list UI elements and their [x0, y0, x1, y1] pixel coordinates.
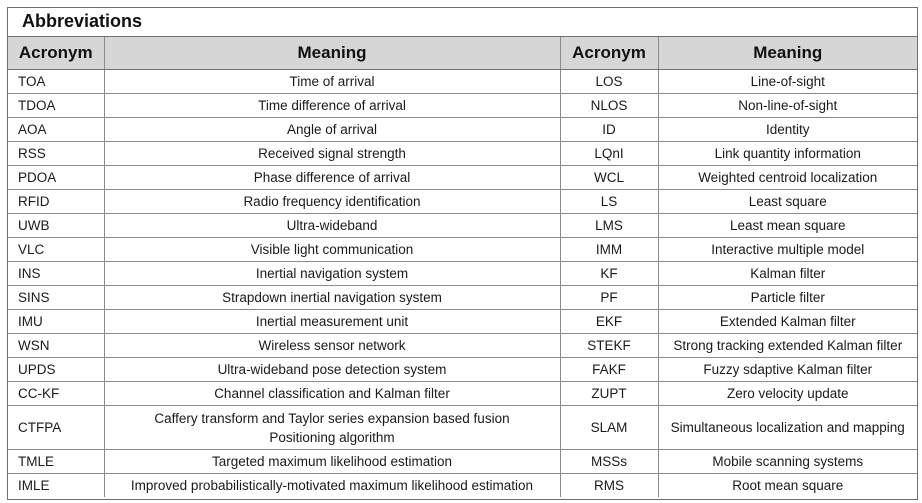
- table-row: [8, 166, 917, 190]
- header-acronym-1: Acronym: [8, 37, 104, 70]
- table-row: [8, 190, 917, 214]
- meaning-cell: Link quantity information: [658, 142, 917, 166]
- acronym-cell: RMS: [560, 474, 658, 498]
- meaning-cell: Strong tracking extended Kalman filter: [658, 334, 917, 358]
- meaning-cell: Least mean square: [658, 214, 917, 238]
- table-row: [8, 214, 917, 238]
- meaning-cell: Inertial measurement unit: [104, 310, 560, 334]
- table-row: [8, 262, 917, 286]
- acronym-cell: MSSs: [560, 450, 658, 474]
- acronym-cell: INS: [8, 262, 104, 286]
- meaning-cell: Kalman filter: [658, 262, 917, 286]
- acronym-cell: WCL: [560, 166, 658, 190]
- meaning-cell: Particle filter: [658, 286, 917, 310]
- acronym-cell: TDOA: [8, 94, 104, 118]
- table-row: [8, 450, 917, 474]
- meaning-cell: Visible light communication: [104, 238, 560, 262]
- meaning-cell: Inertial navigation system: [104, 262, 560, 286]
- meaning-cell: Line-of-sight: [658, 70, 917, 94]
- acronym-cell: UPDS: [8, 358, 104, 382]
- acronym-cell: IMU: [8, 310, 104, 334]
- acronym-cell: KF: [560, 262, 658, 286]
- meaning-cell: Zero velocity update: [658, 382, 917, 406]
- table-row: [8, 238, 917, 262]
- meaning-cell: Improved probabilistically-motivated maximum likelihood estimation: [104, 474, 560, 498]
- meaning-cell: Ultra-wideband: [104, 214, 560, 238]
- acronym-cell: FAKF: [560, 358, 658, 382]
- meaning-cell: Time of arrival: [104, 70, 560, 94]
- table-row: [8, 310, 917, 334]
- meaning-cell: Ultra-wideband pose detection system: [104, 358, 560, 382]
- acronym-cell: IMLE: [18, 478, 50, 493]
- meaning-cell: [104, 406, 560, 450]
- table-row: [8, 286, 917, 310]
- acronym-cell: LMS: [560, 214, 658, 238]
- meaning-cell: Interactive multiple model: [658, 238, 917, 262]
- table-row: [8, 474, 917, 498]
- meaning-line: Caffery transform and Taylor series expansion based fusion: [154, 410, 510, 426]
- acronym-cell: PF: [560, 286, 658, 310]
- meaning-cell: Radio frequency identification: [104, 190, 560, 214]
- acronym-cell: SLAM: [560, 406, 658, 450]
- table-row: [8, 334, 917, 358]
- meaning-cell: Root mean square: [658, 474, 917, 498]
- header-meaning-2: Meaning: [658, 37, 917, 70]
- table-row: [8, 70, 917, 94]
- table-body: [8, 70, 917, 498]
- acronym-cell: PDOA: [8, 166, 104, 190]
- meaning-cell: Phase difference of arrival: [104, 166, 560, 190]
- acronym-cell: CTFPA: [8, 406, 104, 450]
- acronym-cell: VLC: [8, 238, 104, 262]
- meaning-cell: Strapdown inertial navigation system: [104, 286, 560, 310]
- acronym-cell: NLOS: [560, 94, 658, 118]
- acronym-cell: TOA: [8, 70, 104, 94]
- acronym-cell: LOS: [560, 70, 658, 94]
- meaning-line: Positioning algorithm: [269, 429, 395, 445]
- meaning-cell: Angle of arrival: [104, 118, 560, 142]
- meaning-cell: Extended Kalman filter: [658, 310, 917, 334]
- meaning-cell: Non-line-of-sight: [658, 94, 917, 118]
- table-row: [8, 358, 917, 382]
- abbreviations-table: [8, 37, 917, 497]
- table-row: [8, 142, 917, 166]
- header-row: [8, 37, 917, 70]
- acronym-cell: SINS: [8, 286, 104, 310]
- acronym-cell: ZUPT: [560, 382, 658, 406]
- acronym-cell: RFID: [8, 190, 104, 214]
- table-row: [8, 382, 917, 406]
- meaning-cell: Least square: [658, 190, 917, 214]
- meaning-cell: Received signal strength: [104, 142, 560, 166]
- acronym-cell: ID: [560, 118, 658, 142]
- acronym-cell: LS: [560, 190, 658, 214]
- acronym-cell: AOA: [8, 118, 104, 142]
- acronym-cell: EKF: [560, 310, 658, 334]
- acronym-cell: RSS: [8, 142, 104, 166]
- abbreviations-table-frame: [7, 7, 918, 500]
- meaning-cell: Simultaneous localization and mapping: [658, 406, 917, 450]
- table-row: [8, 94, 917, 118]
- meaning-cell: Wireless sensor network: [104, 334, 560, 358]
- table-row: [8, 118, 917, 142]
- header-meaning-1: Meaning: [104, 37, 560, 70]
- acronym-cell: UWB: [8, 214, 104, 238]
- meaning-cell: Targeted maximum likelihood estimation: [104, 450, 560, 474]
- meaning-cell: Channel classification and Kalman filter: [104, 382, 560, 406]
- meaning-cell: Weighted centroid localization: [658, 166, 917, 190]
- acronym-cell: LQnI: [560, 142, 658, 166]
- table-caption: Abbreviations: [8, 8, 917, 37]
- acronym-cell: CC-KF: [8, 382, 104, 406]
- table-row: [8, 406, 917, 450]
- header-acronym-2: Acronym: [560, 37, 658, 70]
- acronym-cell: IMM: [560, 238, 658, 262]
- acronym-cell: STEKF: [560, 334, 658, 358]
- meaning-cell: Fuzzy sdaptive Kalman filter: [658, 358, 917, 382]
- acronym-cell: TMLE: [8, 450, 104, 474]
- meaning-cell: Time difference of arrival: [104, 94, 560, 118]
- meaning-cell: Mobile scanning systems: [658, 450, 917, 474]
- acronym-cell: WSN: [8, 334, 104, 358]
- meaning-cell: Identity: [658, 118, 917, 142]
